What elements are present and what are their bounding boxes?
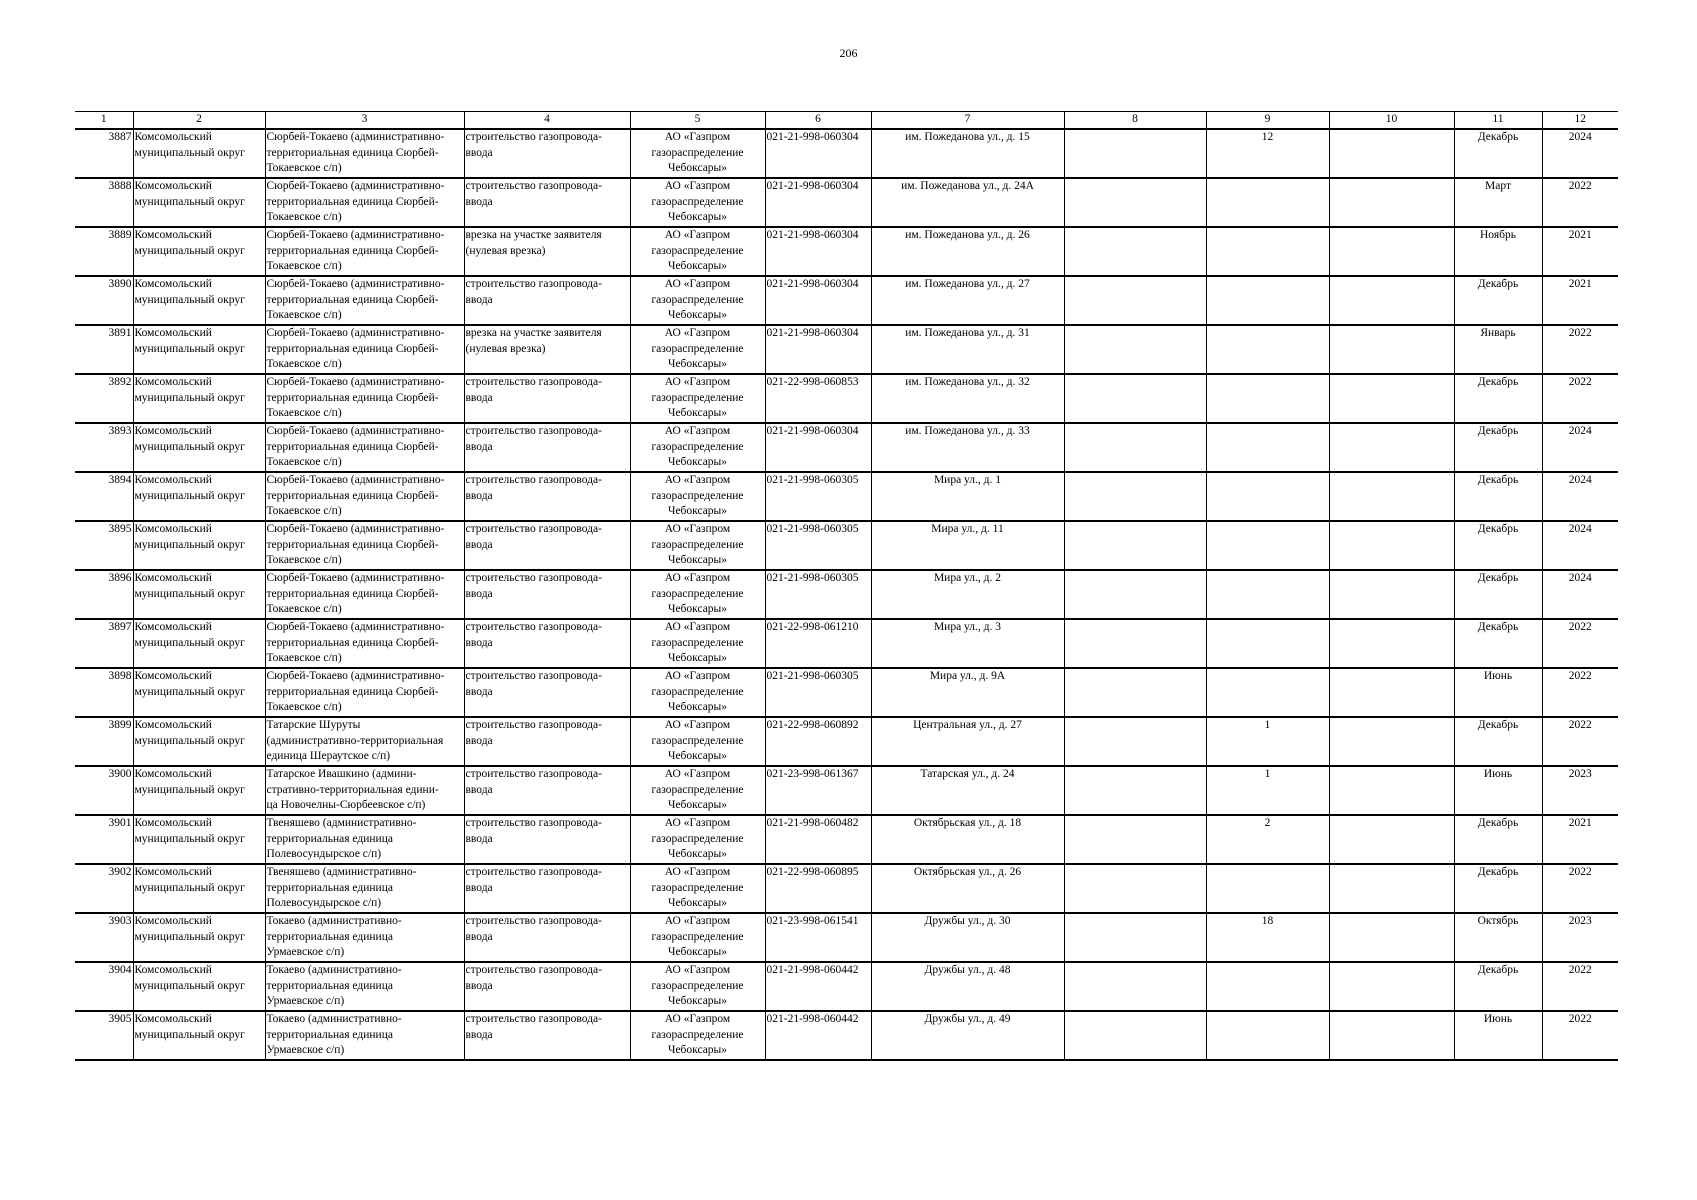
table-row — [75, 766, 1618, 815]
cell-col-8 — [1064, 864, 1206, 913]
cell-work-type: строительство газопровода- ввода — [464, 129, 630, 178]
column-header-8: 8 — [1064, 112, 1206, 130]
cell-contract-number: 021-21-998-060442 — [765, 1011, 871, 1060]
cell-work-type: строительство газопровода- ввода — [464, 521, 630, 570]
cell-settlement: Сюрбей-Токаево (административно- территориальная единица Сюрбей- Токаевское с/п) — [265, 374, 464, 423]
cell-col-8 — [1064, 962, 1206, 1011]
cell-month: Март — [1454, 178, 1542, 227]
cell-organization: АО «Газпром газораспределение Чебоксары» — [630, 472, 765, 521]
cell-address: им. Пожеданова ул., д. 24А — [871, 178, 1064, 227]
cell-month: Июнь — [1454, 766, 1542, 815]
cell-year: 2022 — [1542, 178, 1618, 227]
cell-address: им. Пожеданова ул., д. 27 — [871, 276, 1064, 325]
cell-work-type: строительство газопровода- ввода — [464, 913, 630, 962]
cell-settlement: Токаево (административно- территориальная единица Урмаевское с/п) — [265, 913, 464, 962]
cell-organization: АО «Газпром газораспределение Чебоксары» — [630, 521, 765, 570]
cell-row-number: 3887 — [75, 129, 133, 178]
cell-row-number: 3903 — [75, 913, 133, 962]
cell-col-8 — [1064, 325, 1206, 374]
cell-month: Ноябрь — [1454, 227, 1542, 276]
cell-contract-number: 021-21-998-060304 — [765, 325, 871, 374]
table-row — [75, 913, 1618, 962]
column-header-7: 7 — [871, 112, 1064, 130]
cell-row-number: 3889 — [75, 227, 133, 276]
cell-work-type: строительство газопровода- ввода — [464, 472, 630, 521]
cell-contract-number: 021-21-998-060305 — [765, 570, 871, 619]
cell-col-8 — [1064, 227, 1206, 276]
cell-month: Декабрь — [1454, 570, 1542, 619]
cell-row-number: 3893 — [75, 423, 133, 472]
cell-col-9: 18 — [1206, 913, 1329, 962]
cell-organization: АО «Газпром газораспределение Чебоксары» — [630, 717, 765, 766]
cell-year: 2021 — [1542, 276, 1618, 325]
cell-col-8 — [1064, 178, 1206, 227]
cell-row-number: 3894 — [75, 472, 133, 521]
cell-col-10 — [1329, 227, 1454, 276]
cell-year: 2022 — [1542, 864, 1618, 913]
cell-address: Октябрьская ул., д. 18 — [871, 815, 1064, 864]
cell-contract-number: 021-21-998-060304 — [765, 178, 871, 227]
cell-address: Мира ул., д. 1 — [871, 472, 1064, 521]
cell-col-9 — [1206, 276, 1329, 325]
cell-month: Декабрь — [1454, 864, 1542, 913]
cell-work-type: строительство газопровода- ввода — [464, 962, 630, 1011]
cell-year: 2022 — [1542, 668, 1618, 717]
cell-organization: АО «Газпром газораспределение Чебоксары» — [630, 619, 765, 668]
column-header-1: 1 — [75, 112, 133, 130]
cell-organization: АО «Газпром газораспределение Чебоксары» — [630, 1011, 765, 1060]
cell-work-type: врезка на участке заявителя (нулевая врезка) — [464, 325, 630, 374]
cell-contract-number: 021-22-998-060853 — [765, 374, 871, 423]
table-row — [75, 325, 1618, 374]
table-row — [75, 619, 1618, 668]
table-row — [75, 962, 1618, 1011]
cell-month: Январь — [1454, 325, 1542, 374]
cell-work-type: строительство газопровода- ввода — [464, 864, 630, 913]
column-header-4: 4 — [464, 112, 630, 130]
cell-contract-number: 021-21-998-060442 — [765, 962, 871, 1011]
table-row — [75, 423, 1618, 472]
cell-row-number: 3900 — [75, 766, 133, 815]
cell-col-9 — [1206, 227, 1329, 276]
cell-address: им. Пожеданова ул., д. 26 — [871, 227, 1064, 276]
cell-col-10 — [1329, 521, 1454, 570]
column-header-3: 3 — [265, 112, 464, 130]
table-row — [75, 178, 1618, 227]
cell-col-10 — [1329, 766, 1454, 815]
column-header-11: 11 — [1454, 112, 1542, 130]
cell-col-8 — [1064, 815, 1206, 864]
cell-row-number: 3902 — [75, 864, 133, 913]
cell-address: им. Пожеданова ул., д. 33 — [871, 423, 1064, 472]
cell-col-8 — [1064, 423, 1206, 472]
cell-organization: АО «Газпром газораспределение Чебоксары» — [630, 423, 765, 472]
cell-col-10 — [1329, 962, 1454, 1011]
cell-col-9 — [1206, 423, 1329, 472]
cell-address: Мира ул., д. 11 — [871, 521, 1064, 570]
cell-year: 2023 — [1542, 913, 1618, 962]
cell-year: 2022 — [1542, 374, 1618, 423]
cell-district: Комсомольский муниципальный округ — [133, 570, 265, 619]
cell-address: Мира ул., д. 2 — [871, 570, 1064, 619]
cell-col-8 — [1064, 766, 1206, 815]
cell-contract-number: 021-21-998-060305 — [765, 521, 871, 570]
cell-address: Дружбы ул., д. 49 — [871, 1011, 1064, 1060]
cell-row-number: 3905 — [75, 1011, 133, 1060]
cell-work-type: строительство газопровода- ввода — [464, 668, 630, 717]
table-row — [75, 276, 1618, 325]
cell-settlement: Твеняшево (административно- территориальная единица Полевосундырское с/п) — [265, 864, 464, 913]
cell-contract-number: 021-21-998-060305 — [765, 472, 871, 521]
cell-organization: АО «Газпром газораспределение Чебоксары» — [630, 276, 765, 325]
cell-row-number: 3901 — [75, 815, 133, 864]
cell-district: Комсомольский муниципальный округ — [133, 227, 265, 276]
cell-col-9 — [1206, 325, 1329, 374]
table-row — [75, 570, 1618, 619]
cell-address: им. Пожеданова ул., д. 31 — [871, 325, 1064, 374]
cell-col-10 — [1329, 178, 1454, 227]
cell-settlement: Сюрбей-Токаево (административно- территориальная единица Сюрбей- Токаевское с/п) — [265, 227, 464, 276]
cell-work-type: строительство газопровода- ввода — [464, 276, 630, 325]
cell-year: 2022 — [1542, 962, 1618, 1011]
cell-organization: АО «Газпром газораспределение Чебоксары» — [630, 178, 765, 227]
cell-settlement: Сюрбей-Токаево (административно- территориальная единица Сюрбей- Токаевское с/п) — [265, 129, 464, 178]
cell-row-number: 3897 — [75, 619, 133, 668]
cell-address: Дружбы ул., д. 48 — [871, 962, 1064, 1011]
cell-col-8 — [1064, 521, 1206, 570]
cell-district: Комсомольский муниципальный округ — [133, 766, 265, 815]
cell-month: Декабрь — [1454, 423, 1542, 472]
table-row — [75, 1011, 1618, 1060]
table-row — [75, 472, 1618, 521]
cell-col-9 — [1206, 570, 1329, 619]
cell-work-type: строительство газопровода- ввода — [464, 374, 630, 423]
table-row — [75, 815, 1618, 864]
cell-work-type: врезка на участке заявителя (нулевая врезка) — [464, 227, 630, 276]
cell-year: 2021 — [1542, 815, 1618, 864]
column-header-5: 5 — [630, 112, 765, 130]
cell-col-10 — [1329, 325, 1454, 374]
cell-month: Декабрь — [1454, 619, 1542, 668]
table-row — [75, 129, 1618, 178]
cell-organization: АО «Газпром газораспределение Чебоксары» — [630, 864, 765, 913]
cell-col-10 — [1329, 815, 1454, 864]
table-row — [75, 864, 1618, 913]
cell-year: 2024 — [1542, 129, 1618, 178]
cell-col-10 — [1329, 1011, 1454, 1060]
cell-month: Декабрь — [1454, 962, 1542, 1011]
cell-work-type: строительство газопровода- ввода — [464, 815, 630, 864]
cell-col-10 — [1329, 276, 1454, 325]
cell-organization: АО «Газпром газораспределение Чебоксары» — [630, 766, 765, 815]
table-header-row — [75, 112, 1618, 130]
cell-col-8 — [1064, 374, 1206, 423]
cell-year: 2021 — [1542, 227, 1618, 276]
cell-district: Комсомольский муниципальный округ — [133, 423, 265, 472]
cell-row-number: 3898 — [75, 668, 133, 717]
cell-address: им. Пожеданова ул., д. 15 — [871, 129, 1064, 178]
cell-col-9: 12 — [1206, 129, 1329, 178]
cell-settlement: Сюрбей-Токаево (административно- территориальная единица Сюрбей- Токаевское с/п) — [265, 668, 464, 717]
cell-col-10 — [1329, 129, 1454, 178]
cell-settlement: Татарское Ивашкино (админи- стративно-территориальная едини- ца Новочелны-Сюрбеевское с/п) — [265, 766, 464, 815]
cell-month: Декабрь — [1454, 129, 1542, 178]
cell-district: Комсомольский муниципальный округ — [133, 668, 265, 717]
cell-settlement: Сюрбей-Токаево (административно- территориальная единица Сюрбей- Токаевское с/п) — [265, 276, 464, 325]
cell-year: 2024 — [1542, 472, 1618, 521]
cell-settlement: Татарские Шуруты (административно-территориальная единица Шераутское с/п) — [265, 717, 464, 766]
cell-contract-number: 021-21-998-060304 — [765, 423, 871, 472]
cell-month: Октябрь — [1454, 913, 1542, 962]
cell-col-8 — [1064, 619, 1206, 668]
cell-col-10 — [1329, 374, 1454, 423]
cell-col-8 — [1064, 129, 1206, 178]
cell-settlement: Сюрбей-Токаево (административно- территориальная единица Сюрбей- Токаевское с/п) — [265, 472, 464, 521]
cell-col-10 — [1329, 717, 1454, 766]
cell-district: Комсомольский муниципальный округ — [133, 325, 265, 374]
cell-month: Декабрь — [1454, 472, 1542, 521]
page-number: 206 — [839, 46, 858, 60]
cell-district: Комсомольский муниципальный округ — [133, 276, 265, 325]
cell-settlement: Сюрбей-Токаево (административно- территориальная единица Сюрбей- Токаевское с/п) — [265, 521, 464, 570]
cell-organization: АО «Газпром газораспределение Чебоксары» — [630, 570, 765, 619]
cell-year: 2024 — [1542, 423, 1618, 472]
cell-district: Комсомольский муниципальный округ — [133, 1011, 265, 1060]
cell-district: Комсомольский муниципальный округ — [133, 619, 265, 668]
cell-col-10 — [1329, 668, 1454, 717]
column-header-2: 2 — [133, 112, 265, 130]
cell-col-9 — [1206, 1011, 1329, 1060]
cell-year: 2023 — [1542, 766, 1618, 815]
cell-contract-number: 021-21-998-060304 — [765, 276, 871, 325]
cell-contract-number: 021-22-998-061210 — [765, 619, 871, 668]
cell-address: Центральная ул., д. 27 — [871, 717, 1064, 766]
cell-organization: АО «Газпром газораспределение Чебоксары» — [630, 325, 765, 374]
cell-col-10 — [1329, 423, 1454, 472]
cell-work-type: строительство газопровода- ввода — [464, 619, 630, 668]
cell-organization: АО «Газпром газораспределение Чебоксары» — [630, 913, 765, 962]
cell-address: Дружбы ул., д. 30 — [871, 913, 1064, 962]
cell-year: 2022 — [1542, 717, 1618, 766]
cell-col-8 — [1064, 717, 1206, 766]
cell-district: Комсомольский муниципальный округ — [133, 521, 265, 570]
cell-col-9 — [1206, 962, 1329, 1011]
cell-month: Июнь — [1454, 668, 1542, 717]
cell-col-9 — [1206, 178, 1329, 227]
cell-settlement: Сюрбей-Токаево (административно- территориальная единица Сюрбей- Токаевское с/п) — [265, 570, 464, 619]
cell-settlement: Сюрбей-Токаево (административно- территориальная единица Сюрбей- Токаевское с/п) — [265, 325, 464, 374]
cell-row-number: 3892 — [75, 374, 133, 423]
cell-col-8 — [1064, 276, 1206, 325]
cell-settlement: Токаево (административно- территориальная единица Урмаевское с/п) — [265, 1011, 464, 1060]
cell-district: Комсомольский муниципальный округ — [133, 815, 265, 864]
cell-contract-number: 021-21-998-060304 — [765, 129, 871, 178]
cell-district: Комсомольский муниципальный округ — [133, 178, 265, 227]
cell-row-number: 3896 — [75, 570, 133, 619]
cell-col-10 — [1329, 913, 1454, 962]
cell-year: 2022 — [1542, 1011, 1618, 1060]
cell-col-9 — [1206, 864, 1329, 913]
cell-address: Мира ул., д. 3 — [871, 619, 1064, 668]
cell-settlement: Сюрбей-Токаево (административно- территориальная единица Сюрбей- Токаевское с/п) — [265, 178, 464, 227]
cell-work-type: строительство газопровода- ввода — [464, 766, 630, 815]
cell-address: им. Пожеданова ул., д. 32 — [871, 374, 1064, 423]
cell-organization: АО «Газпром газораспределение Чебоксары» — [630, 962, 765, 1011]
cell-organization: АО «Газпром газораспределение Чебоксары» — [630, 227, 765, 276]
cell-col-10 — [1329, 472, 1454, 521]
cell-row-number: 3895 — [75, 521, 133, 570]
cell-col-10 — [1329, 570, 1454, 619]
cell-organization: АО «Газпром газораспределение Чебоксары» — [630, 374, 765, 423]
cell-year: 2024 — [1542, 521, 1618, 570]
cell-month: Декабрь — [1454, 276, 1542, 325]
cell-col-9: 1 — [1206, 717, 1329, 766]
cell-work-type: строительство газопровода- ввода — [464, 423, 630, 472]
cell-col-9 — [1206, 374, 1329, 423]
cell-contract-number: 021-21-998-060305 — [765, 668, 871, 717]
cell-contract-number: 021-21-998-060304 — [765, 227, 871, 276]
table-row — [75, 521, 1618, 570]
cell-district: Комсомольский муниципальный округ — [133, 129, 265, 178]
cell-col-9 — [1206, 619, 1329, 668]
cell-col-8 — [1064, 472, 1206, 521]
cell-col-9: 2 — [1206, 815, 1329, 864]
cell-district: Комсомольский муниципальный округ — [133, 374, 265, 423]
cell-year: 2022 — [1542, 325, 1618, 374]
cell-work-type: строительство газопровода- ввода — [464, 570, 630, 619]
cell-col-8 — [1064, 913, 1206, 962]
cell-work-type: строительство газопровода- ввода — [464, 1011, 630, 1060]
column-header-9: 9 — [1206, 112, 1329, 130]
cell-contract-number: 021-22-998-060892 — [765, 717, 871, 766]
cell-year: 2024 — [1542, 570, 1618, 619]
cell-col-9: 1 — [1206, 766, 1329, 815]
cell-work-type: строительство газопровода- ввода — [464, 717, 630, 766]
cell-settlement: Сюрбей-Токаево (административно- территориальная единица Сюрбей- Токаевское с/п) — [265, 619, 464, 668]
cell-settlement: Твеняшево (административно- территориальная единица Полевосундырское с/п) — [265, 815, 464, 864]
cell-row-number: 3891 — [75, 325, 133, 374]
cell-contract-number: 021-23-998-061541 — [765, 913, 871, 962]
cell-district: Комсомольский муниципальный округ — [133, 962, 265, 1011]
cell-col-9 — [1206, 472, 1329, 521]
cell-settlement: Токаево (административно- территориальная единица Урмаевское с/п) — [265, 962, 464, 1011]
cell-col-9 — [1206, 668, 1329, 717]
cell-district: Комсомольский муниципальный округ — [133, 472, 265, 521]
cell-organization: АО «Газпром газораспределение Чебоксары» — [630, 815, 765, 864]
table-row — [75, 374, 1618, 423]
table-row — [75, 227, 1618, 276]
column-header-12: 12 — [1542, 112, 1618, 130]
cell-year: 2022 — [1542, 619, 1618, 668]
cell-col-10 — [1329, 864, 1454, 913]
cell-work-type: строительство газопровода- ввода — [464, 178, 630, 227]
cell-district: Комсомольский муниципальный округ — [133, 717, 265, 766]
cell-col-10 — [1329, 619, 1454, 668]
column-header-6: 6 — [765, 112, 871, 130]
cell-contract-number: 021-21-998-060482 — [765, 815, 871, 864]
table-row — [75, 717, 1618, 766]
registry-table — [75, 111, 1618, 1061]
cell-settlement: Сюрбей-Токаево (административно- территориальная единица Сюрбей- Токаевское с/п) — [265, 423, 464, 472]
column-header-10: 10 — [1329, 112, 1454, 130]
cell-row-number: 3890 — [75, 276, 133, 325]
cell-address: Мира ул., д. 9А — [871, 668, 1064, 717]
table-body — [75, 129, 1618, 1060]
cell-organization: АО «Газпром газораспределение Чебоксары» — [630, 129, 765, 178]
cell-row-number: 3904 — [75, 962, 133, 1011]
cell-district: Комсомольский муниципальный округ — [133, 864, 265, 913]
cell-contract-number: 021-23-998-061367 — [765, 766, 871, 815]
cell-contract-number: 021-22-998-060895 — [765, 864, 871, 913]
table-row — [75, 668, 1618, 717]
cell-month: Июнь — [1454, 1011, 1542, 1060]
cell-month: Декабрь — [1454, 717, 1542, 766]
cell-row-number: 3899 — [75, 717, 133, 766]
cell-col-8 — [1064, 570, 1206, 619]
cell-col-8 — [1064, 668, 1206, 717]
cell-col-9 — [1206, 521, 1329, 570]
cell-address: Октябрьская ул., д. 26 — [871, 864, 1064, 913]
cell-col-8 — [1064, 1011, 1206, 1060]
cell-month: Декабрь — [1454, 374, 1542, 423]
cell-address: Татарская ул., д. 24 — [871, 766, 1064, 815]
cell-row-number: 3888 — [75, 178, 133, 227]
cell-month: Декабрь — [1454, 815, 1542, 864]
cell-organization: АО «Газпром газораспределение Чебоксары» — [630, 668, 765, 717]
cell-month: Декабрь — [1454, 521, 1542, 570]
cell-district: Комсомольский муниципальный округ — [133, 913, 265, 962]
